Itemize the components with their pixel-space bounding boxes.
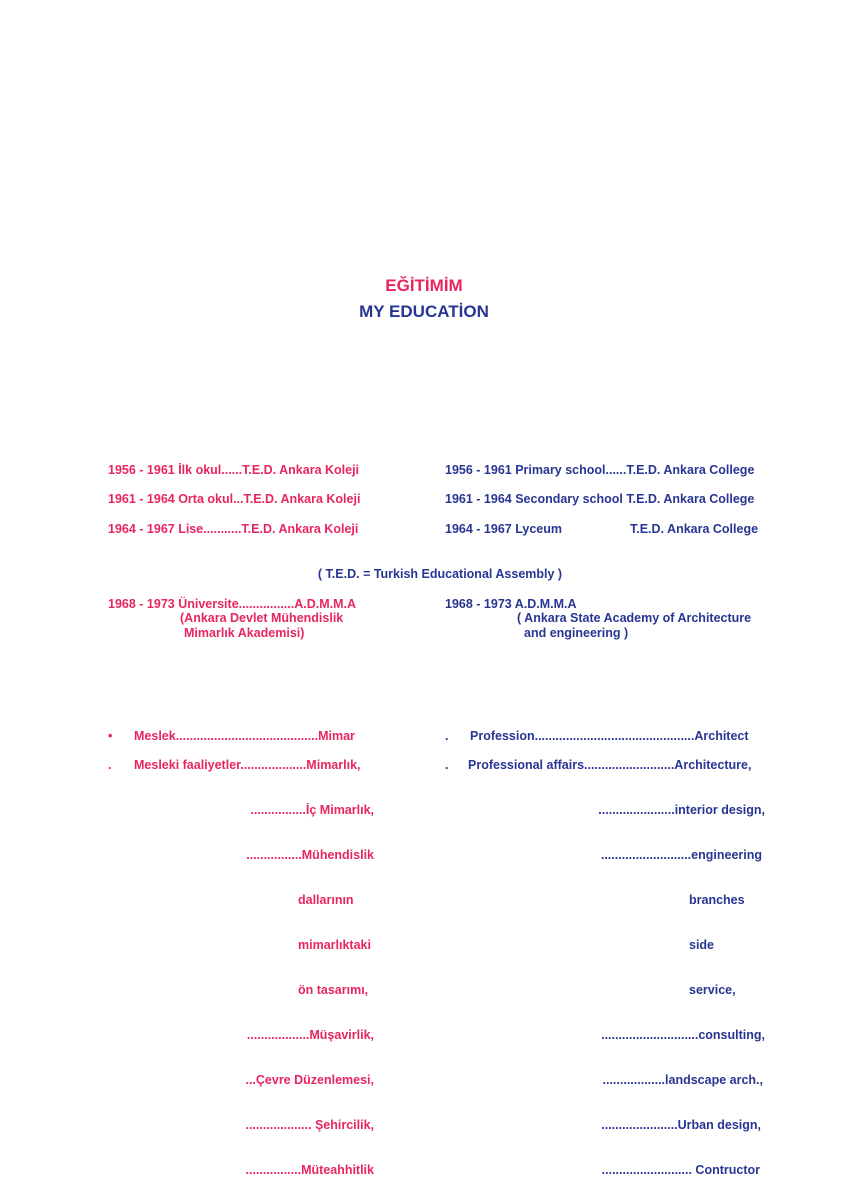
school-tr-1: 1956 - 1961 İlk okul......T.E.D. Ankara Koleji xyxy=(108,463,360,477)
university-en-line3: and engineering ) xyxy=(524,626,629,640)
affairs-tr-item: ..................Müşavirlik, xyxy=(246,1028,374,1042)
affairs-tr-list xyxy=(230,773,374,1193)
profession-en: Profession..............................................Architect xyxy=(470,729,749,743)
affairs-tr-item: ön tasarımı, xyxy=(298,983,369,997)
affairs-tr-item: ................Müteahhitlik xyxy=(245,1163,374,1177)
school-en-3: 1964 - 1967 Lyceum xyxy=(445,522,562,536)
affairs-en-list xyxy=(580,773,765,1193)
affairs-en-item: ......................Urban design, xyxy=(601,1118,761,1132)
affairs-tr-item: mimarlıktaki xyxy=(298,938,371,952)
affairs-en-item: ..................landscape arch., xyxy=(602,1073,763,1087)
affairs-en-item: .......................... Contructor xyxy=(601,1163,760,1177)
university-en-line1: 1968 - 1973 A.D.M.M.A xyxy=(445,597,577,611)
page-title-turkish: EĞİTİMİM xyxy=(385,276,463,295)
university-en-line2: ( Ankara State Academy of Architecture xyxy=(517,611,752,625)
profession-tr: Meslek.........................................Mimar xyxy=(134,729,355,743)
affairs-en-item: ..........................engineering xyxy=(600,848,762,862)
page-title-english: MY EDUCATİON xyxy=(359,302,489,321)
affairs-en-item: branches xyxy=(689,893,745,907)
affairs-en-item: ............................consulting, xyxy=(601,1028,765,1042)
school-en-3-college: T.E.D. Ankara College xyxy=(630,522,759,536)
school-tr-2: 1961 - 1964 Orta okul...T.E.D. Ankara Koleji xyxy=(108,492,361,506)
profession-en-bullet: . xyxy=(445,729,449,743)
affairs-tr-item: ................... Şehircilik, xyxy=(245,1118,374,1132)
affairs-en-item: side xyxy=(689,938,715,952)
affairs-en-label: Professional affairs..........................Architecture, xyxy=(468,758,752,772)
bullet-icon: • xyxy=(108,729,113,743)
university-tr-line3: Mimarlık Akademisi) xyxy=(184,626,305,640)
school-tr-3: 1964 - 1967 Lise...........T.E.D. Ankara Koleji xyxy=(108,522,359,536)
affairs-tr-item: ...Çevre Düzenlemesi, xyxy=(245,1073,374,1087)
university-tr-line1: 1968 - 1973 Üniversite................A.D.M.M.A xyxy=(108,597,357,611)
school-en-1: 1956 - 1961 Primary school......T.E.D. Ankara College xyxy=(445,463,755,477)
affairs-en-item: service, xyxy=(689,983,736,997)
affairs-tr-item: ................İç Mimarlık, xyxy=(250,803,374,817)
university-tr-line2: (Ankara Devlet Mühendislik xyxy=(180,611,344,625)
affairs-tr-bullet: . xyxy=(108,758,112,772)
affairs-tr-item: ................Mühendislik xyxy=(246,848,374,862)
affairs-en-item: ......................interior design, xyxy=(598,803,765,817)
ted-note: ( T.E.D. = Turkish Educational Assembly ) xyxy=(317,567,563,581)
affairs-en-bullet: . xyxy=(445,758,449,772)
school-en-2: 1961 - 1964 Secondary school T.E.D. Ankara College xyxy=(445,492,755,506)
affairs-tr-item: dallarının xyxy=(298,893,354,907)
affairs-tr-label: Mesleki faaliyetler...................Mimarlık, xyxy=(134,758,361,772)
